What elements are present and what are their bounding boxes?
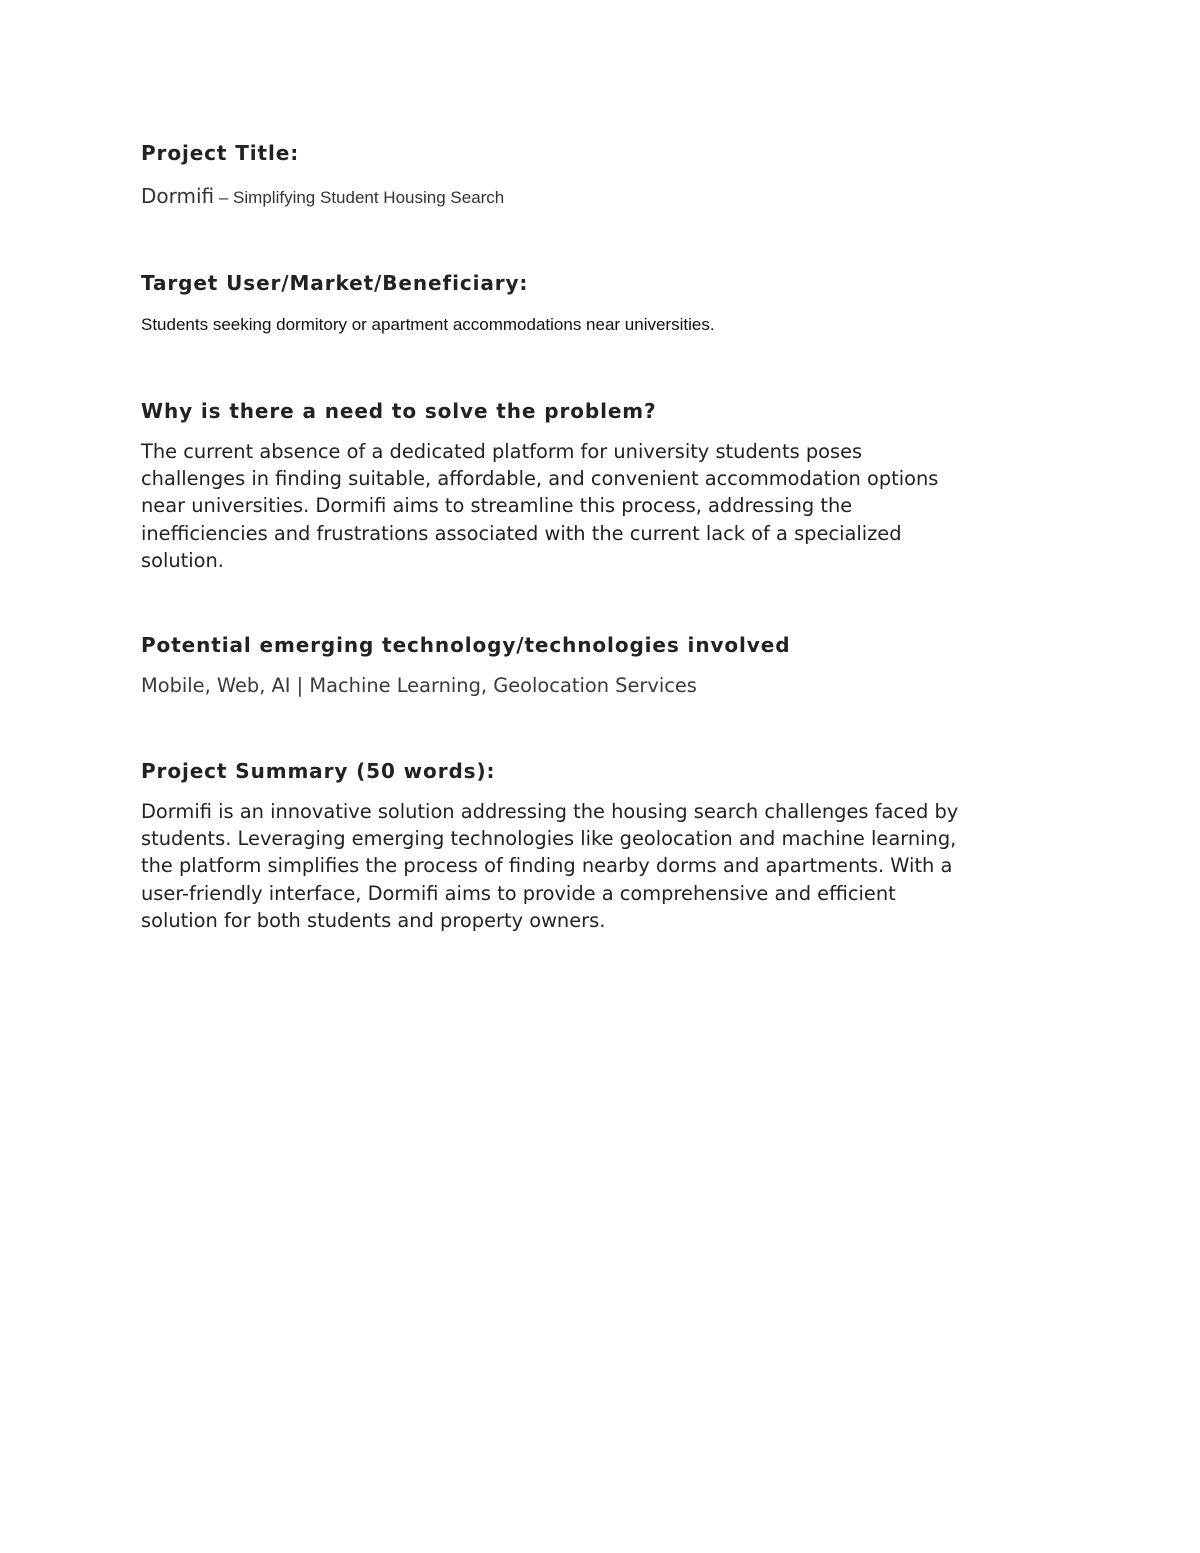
project-title-section: [141, 138, 1071, 212]
tech-text: Mobile, Web, AI | Machine Learning, Geolocation Services: [141, 674, 697, 698]
project-name: Dormifi: [141, 184, 215, 208]
project-title-value: [141, 182, 1071, 212]
paragraph-line: solution for both students and property owners.: [141, 908, 606, 932]
summary-paragraph: [141, 798, 1071, 934]
need-section: [141, 396, 1071, 574]
paragraph-line: solution.: [141, 548, 224, 572]
paragraph-line: the platform simplifies the process of finding nearby dorms and apartments. With a: [141, 854, 953, 878]
target-text: Students seeking dormitory or apartment accommodations near universities.: [141, 315, 715, 334]
project-tagline: – Simplifying Student Housing Search: [214, 188, 505, 207]
paragraph-line: near universities. Dormifi aims to streamline this process, addressing the: [141, 494, 853, 518]
project-title-heading: Project Title:: [141, 141, 300, 165]
paragraph-line: inefficiencies and frustrations associated with the current lack of a specialized: [141, 521, 902, 545]
summary-section: [141, 756, 1071, 934]
paragraph-line: user-friendly interface, Dormifi aims to provide a comprehensive and efficient: [141, 881, 896, 905]
tech-section: [141, 630, 1071, 700]
paragraph-line: The current absence of a dedicated platform for university students poses: [141, 440, 863, 463]
target-section: [141, 268, 1071, 338]
document-content: [141, 138, 1071, 934]
tech-heading: Potential emerging technology/technologies involved: [141, 633, 791, 658]
paragraph-line: challenges in finding suitable, affordable, and convenient accommodation options: [141, 467, 939, 491]
paragraph-line: Dormifi is an innovative solution addressing the housing search challenges faced by: [141, 800, 959, 824]
summary-heading: Project Summary (50 words):: [141, 759, 496, 784]
need-heading: Why is there a need to solve the problem?: [141, 399, 657, 423]
paragraph-line: students. Leveraging emerging technologies like geolocation and machine learning,: [141, 827, 957, 851]
need-paragraph: [141, 438, 1071, 574]
target-heading: Target User/Market/Beneficiary:: [141, 271, 529, 295]
